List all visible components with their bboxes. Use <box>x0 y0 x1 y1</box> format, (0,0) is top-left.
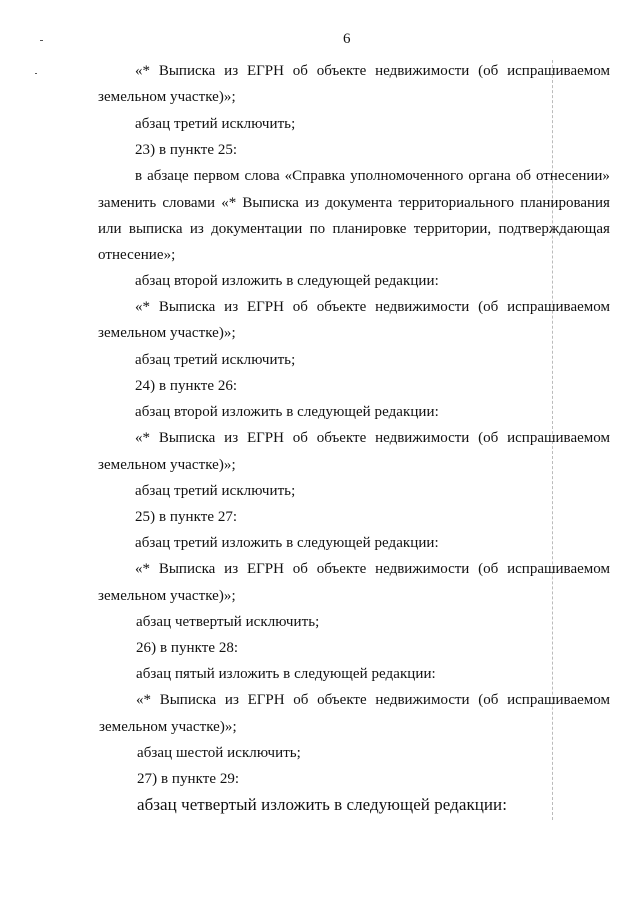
word: об <box>292 63 308 79</box>
word: ЕГРН <box>246 430 284 446</box>
word: недвижимости <box>375 692 470 708</box>
word: ЕГРН <box>246 561 284 577</box>
word: из <box>224 299 239 315</box>
document-line: 24) в пункте 26: <box>135 378 238 394</box>
document-line: абзац третий исключить; <box>135 483 296 499</box>
scan-speck <box>35 73 37 74</box>
word: Выписка <box>159 692 217 708</box>
document-line: 26) в пункте 28: <box>136 640 239 656</box>
word: недвижимости <box>375 430 470 446</box>
word: объекте <box>316 299 367 315</box>
document-line: абзац пятый изложить в следующей редакции: <box>136 666 436 682</box>
word: абзаце <box>147 168 189 184</box>
word: «* <box>221 195 237 211</box>
word: объекте <box>317 692 367 708</box>
word: подтверждающая <box>498 221 610 237</box>
word: ЕГРН <box>247 692 285 708</box>
word: в <box>135 168 143 184</box>
word: об <box>292 299 308 315</box>
word: (об <box>478 561 499 577</box>
word: ЕГРН <box>246 63 284 79</box>
word: «* <box>136 692 151 708</box>
word: об <box>292 430 308 446</box>
word: слова <box>244 168 280 184</box>
document-line: абзац третий исключить; <box>135 116 296 132</box>
word: «Справка <box>284 168 346 184</box>
word: об <box>293 692 309 708</box>
word: планировке <box>332 221 407 237</box>
word: испрашиваемом <box>507 430 610 446</box>
document-line: земельном участке)»; <box>98 325 236 341</box>
document-line <box>136 692 610 709</box>
document-line: отнесение»; <box>98 247 176 263</box>
word: уполномоченного <box>350 168 464 184</box>
document-line: земельном участке)»; <box>98 588 236 604</box>
word: недвижимости <box>375 561 470 577</box>
word: или <box>98 221 122 237</box>
document-line <box>135 168 610 185</box>
word: первом <box>193 168 240 184</box>
document-line: абзац второй изложить в следующей редакции: <box>135 404 439 420</box>
word: документации <box>211 221 303 237</box>
document-line <box>135 561 610 578</box>
word: территориального <box>398 195 515 211</box>
word: испрашиваемом <box>507 692 610 708</box>
word: выписка <box>128 221 183 237</box>
word: органа <box>468 168 511 184</box>
word: (об <box>478 430 499 446</box>
document-line <box>135 299 610 316</box>
word: (об <box>478 692 499 708</box>
word: Выписка <box>158 299 216 315</box>
word: Выписка <box>242 195 299 211</box>
word: об <box>515 168 531 184</box>
word: (об <box>478 299 499 315</box>
word: Выписка <box>158 561 216 577</box>
word: недвижимости <box>375 299 470 315</box>
document-line: 23) в пункте 25: <box>135 142 238 158</box>
word: (об <box>478 63 499 79</box>
word: из <box>305 195 320 211</box>
word: из <box>224 63 239 79</box>
document-line <box>98 195 610 212</box>
document-line: 27) в пункте 29: <box>137 771 240 787</box>
word: документа <box>325 195 393 211</box>
document-line: абзац четвертый исключить; <box>136 614 320 630</box>
word: ЕГРН <box>246 299 284 315</box>
word: из <box>189 221 204 237</box>
word: Выписка <box>158 430 216 446</box>
word: Выписка <box>158 63 216 79</box>
word: недвижимости <box>375 63 470 79</box>
document-line: абзац второй изложить в следующей редакции: <box>135 273 439 289</box>
word: об <box>292 561 308 577</box>
document-line <box>135 430 610 447</box>
page-number: 6 <box>343 31 351 47</box>
document-line: абзац шестой исключить; <box>137 745 301 761</box>
document-line: абзац третий исключить; <box>135 352 296 368</box>
word: из <box>224 430 239 446</box>
word: планирования <box>520 195 610 211</box>
document-line: земельном участке)»; <box>98 89 236 105</box>
document-line: земельном участке)»; <box>99 719 237 735</box>
word: по <box>309 221 326 237</box>
word: объекте <box>316 63 367 79</box>
document-line <box>98 221 610 238</box>
word: «* <box>135 63 150 79</box>
word: объекте <box>316 561 367 577</box>
word: «* <box>135 430 150 446</box>
document-line: земельном участке)»; <box>98 457 236 473</box>
document-line: абзац третий изложить в следующей редакции: <box>135 535 439 551</box>
word: из <box>224 561 239 577</box>
document-line: абзац четвертый изложить в следующей редакции: <box>137 795 507 814</box>
word: испрашиваемом <box>507 299 610 315</box>
document-line <box>135 63 610 80</box>
word: из <box>224 692 239 708</box>
word: испрашиваемом <box>507 561 610 577</box>
word: заменить <box>98 195 157 211</box>
word: территории, <box>413 221 492 237</box>
word: «* <box>135 299 150 315</box>
word: испрашиваемом <box>507 63 610 79</box>
word: объекте <box>316 430 367 446</box>
scan-speck <box>40 40 43 41</box>
document-line: 25) в пункте 27: <box>135 509 238 525</box>
word: словами <box>162 195 216 211</box>
word: «* <box>135 561 150 577</box>
word: отнесении» <box>535 168 610 184</box>
